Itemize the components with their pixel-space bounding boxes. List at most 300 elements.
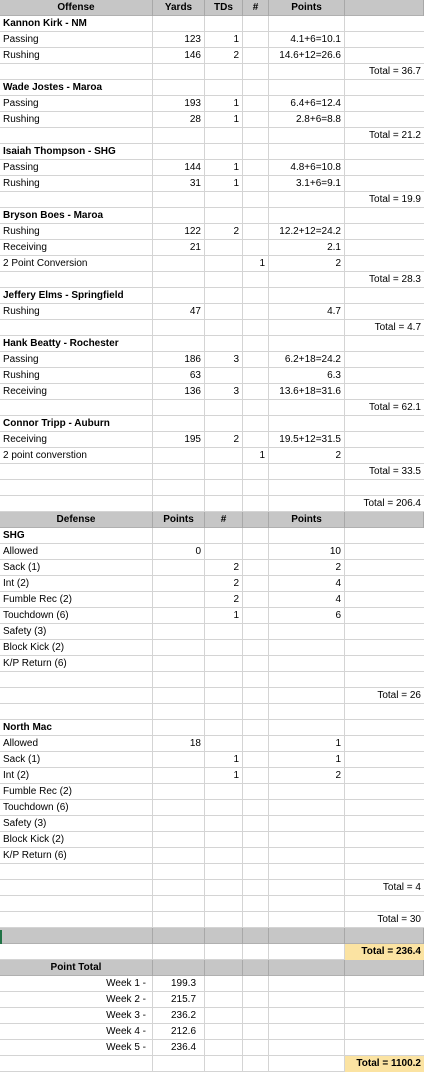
empty-cell[interactable]	[153, 928, 205, 944]
empty-cell[interactable]	[243, 640, 269, 656]
empty-cell[interactable]	[153, 496, 205, 512]
empty-cell[interactable]	[345, 576, 424, 592]
stat-yards[interactable]: 193	[153, 96, 205, 112]
empty-cell[interactable]	[243, 320, 269, 336]
empty-cell[interactable]	[205, 976, 243, 992]
defense-stat-points[interactable]: 18	[153, 736, 205, 752]
empty-cell[interactable]	[345, 672, 424, 688]
defense-stat-points[interactable]	[153, 608, 205, 624]
stat-label[interactable]: Passing	[0, 352, 153, 368]
empty-cell[interactable]	[345, 352, 424, 368]
empty-cell[interactable]	[153, 16, 205, 32]
grand-total[interactable]: Total = 1100.2	[345, 1056, 424, 1072]
stat-label[interactable]: Rushing	[0, 304, 153, 320]
empty-cell[interactable]	[345, 1024, 424, 1040]
defense-stat-count[interactable]	[205, 784, 243, 800]
stat-yards[interactable]: 21	[153, 240, 205, 256]
empty-cell[interactable]	[243, 960, 269, 976]
header-yards[interactable]: Yards	[153, 0, 205, 16]
stat-tds[interactable]	[205, 368, 243, 384]
empty-cell[interactable]	[345, 592, 424, 608]
empty-cell[interactable]	[243, 64, 269, 80]
empty-cell[interactable]	[345, 432, 424, 448]
empty-cell[interactable]	[243, 560, 269, 576]
empty-cell[interactable]	[269, 720, 345, 736]
header-offense[interactable]: Offense	[0, 0, 153, 16]
stat-tds[interactable]: 2	[205, 48, 243, 64]
empty-cell[interactable]	[243, 464, 269, 480]
stat-count[interactable]	[243, 176, 269, 192]
defense-stat-pts[interactable]: 4	[269, 576, 345, 592]
empty-cell[interactable]	[243, 144, 269, 160]
defense-stat-pts[interactable]: 10	[269, 544, 345, 560]
empty-cell[interactable]	[205, 64, 243, 80]
empty-cell[interactable]	[205, 320, 243, 336]
header-defense[interactable]: Defense	[0, 512, 153, 528]
defense-stat-pts[interactable]: 2	[269, 560, 345, 576]
stat-count[interactable]	[243, 240, 269, 256]
defense-stat-label[interactable]: Allowed	[0, 544, 153, 560]
stat-yards[interactable]: 63	[153, 368, 205, 384]
empty-cell[interactable]	[345, 112, 424, 128]
defense-stat-label[interactable]: Safety (3)	[0, 816, 153, 832]
defense-stat-label[interactable]: Fumble Rec (2)	[0, 592, 153, 608]
stat-count[interactable]	[243, 96, 269, 112]
stat-yards[interactable]: 146	[153, 48, 205, 64]
empty-cell[interactable]	[269, 1040, 345, 1056]
stat-points[interactable]: 14.6+12=26.6	[269, 48, 345, 64]
empty-cell[interactable]	[205, 928, 243, 944]
empty-cell[interactable]	[153, 288, 205, 304]
empty-cell[interactable]	[243, 656, 269, 672]
empty-cell[interactable]	[153, 192, 205, 208]
empty-cell[interactable]	[205, 1056, 243, 1072]
empty-cell[interactable]	[243, 1056, 269, 1072]
stat-points[interactable]: 6.2+18=24.2	[269, 352, 345, 368]
week-label[interactable]: Week 5 -	[0, 1040, 153, 1056]
empty-cell[interactable]	[269, 128, 345, 144]
player-name[interactable]: Bryson Boes - Maroa	[0, 208, 153, 224]
empty-cell[interactable]	[269, 688, 345, 704]
empty-cell[interactable]	[345, 928, 424, 944]
week-total[interactable]: Total = 236.4	[345, 944, 424, 960]
defense-stat-pts[interactable]	[269, 656, 345, 672]
empty-cell[interactable]	[0, 912, 153, 928]
empty-cell[interactable]	[345, 752, 424, 768]
empty-cell[interactable]	[269, 272, 345, 288]
empty-cell[interactable]	[243, 848, 269, 864]
empty-cell[interactable]	[205, 1008, 243, 1024]
defense-stat-points[interactable]	[153, 816, 205, 832]
player-total[interactable]: Total = 28.3	[369, 274, 421, 285]
stat-yards[interactable]: 122	[153, 224, 205, 240]
empty-cell[interactable]	[243, 608, 269, 624]
defense-grand-total[interactable]: Total = 30	[377, 914, 421, 925]
stat-count[interactable]	[243, 160, 269, 176]
empty-cell[interactable]	[205, 528, 243, 544]
empty-cell[interactable]	[153, 704, 205, 720]
empty-cell[interactable]	[345, 960, 424, 976]
empty-cell[interactable]	[0, 64, 153, 80]
stat-tds[interactable]: 2	[205, 224, 243, 240]
empty-cell[interactable]	[269, 64, 345, 80]
empty-cell[interactable]	[345, 224, 424, 240]
empty-cell[interactable]	[205, 416, 243, 432]
defense-stat-count[interactable]	[205, 544, 243, 560]
stat-label[interactable]: Rushing	[0, 48, 153, 64]
stat-label[interactable]: Receiving	[0, 240, 153, 256]
player-total[interactable]: Total = 62.1	[369, 402, 421, 413]
defense-stat-label[interactable]: K/P Return (6)	[0, 656, 153, 672]
empty-cell[interactable]	[243, 288, 269, 304]
empty-cell[interactable]	[243, 832, 269, 848]
defense-stat-pts[interactable]	[269, 640, 345, 656]
empty-cell[interactable]	[269, 400, 345, 416]
empty-cell[interactable]	[205, 208, 243, 224]
empty-cell[interactable]	[345, 384, 424, 400]
empty-cell[interactable]	[243, 720, 269, 736]
defense-stat-label[interactable]: Block Kick (2)	[0, 832, 153, 848]
empty-cell[interactable]	[269, 992, 345, 1008]
defense-stat-label[interactable]: Sack (1)	[0, 752, 153, 768]
empty-cell[interactable]	[269, 336, 345, 352]
defense-stat-points[interactable]	[153, 832, 205, 848]
stat-count[interactable]	[243, 368, 269, 384]
empty-cell[interactable]	[153, 688, 205, 704]
empty-cell[interactable]	[345, 848, 424, 864]
empty-cell[interactable]	[345, 896, 424, 912]
player-name[interactable]: Connor Tripp - Auburn	[0, 416, 153, 432]
defense-stat-pts[interactable]: 1	[269, 736, 345, 752]
empty-cell[interactable]	[205, 1040, 243, 1056]
defense-stat-label[interactable]: Int (2)	[0, 576, 153, 592]
empty-cell[interactable]	[345, 304, 424, 320]
empty-cell[interactable]	[153, 272, 205, 288]
stat-count[interactable]	[243, 384, 269, 400]
empty-cell[interactable]	[205, 336, 243, 352]
defense-stat-pts[interactable]	[269, 800, 345, 816]
empty-cell[interactable]	[345, 160, 424, 176]
stat-tds[interactable]: 1	[205, 176, 243, 192]
empty-cell[interactable]	[205, 144, 243, 160]
empty-cell[interactable]	[345, 368, 424, 384]
empty-cell[interactable]	[345, 288, 424, 304]
empty-cell[interactable]	[243, 416, 269, 432]
empty-cell[interactable]	[269, 944, 345, 960]
empty-cell[interactable]	[0, 672, 153, 688]
defense-stat-count[interactable]: 2	[205, 592, 243, 608]
empty-cell[interactable]	[243, 992, 269, 1008]
empty-cell[interactable]	[205, 16, 243, 32]
defense-stat-label[interactable]: K/P Return (6)	[0, 848, 153, 864]
empty-cell[interactable]	[0, 880, 153, 896]
empty-cell[interactable]	[243, 672, 269, 688]
defense-stat-count[interactable]	[205, 848, 243, 864]
defense-stat-label[interactable]: Int (2)	[0, 768, 153, 784]
defense-stat-pts[interactable]	[269, 832, 345, 848]
empty-cell[interactable]	[269, 928, 345, 944]
empty-cell[interactable]	[269, 144, 345, 160]
stat-points[interactable]: 4.8+6=10.8	[269, 160, 345, 176]
empty-cell[interactable]	[153, 912, 205, 928]
empty-cell[interactable]	[345, 0, 424, 16]
empty-cell[interactable]	[269, 288, 345, 304]
week-label[interactable]: Week 3 -	[0, 1008, 153, 1024]
empty-cell[interactable]	[243, 816, 269, 832]
empty-cell[interactable]	[153, 144, 205, 160]
empty-cell[interactable]	[0, 928, 153, 944]
empty-cell[interactable]	[345, 768, 424, 784]
empty-cell[interactable]	[269, 896, 345, 912]
empty-cell[interactable]	[205, 912, 243, 928]
defense-stat-points[interactable]	[153, 592, 205, 608]
stat-points[interactable]: 6.3	[269, 368, 345, 384]
header-def-points2[interactable]: Points	[269, 512, 345, 528]
header-def-count[interactable]: #	[205, 512, 243, 528]
empty-cell[interactable]	[243, 528, 269, 544]
header-point-total[interactable]: Point Total	[0, 960, 153, 976]
empty-cell[interactable]	[243, 864, 269, 880]
empty-cell[interactable]	[153, 208, 205, 224]
defense-stat-label[interactable]: Block Kick (2)	[0, 640, 153, 656]
empty-cell[interactable]	[153, 864, 205, 880]
defense-stat-points[interactable]	[153, 848, 205, 864]
empty-cell[interactable]	[269, 528, 345, 544]
empty-cell[interactable]	[153, 880, 205, 896]
empty-cell[interactable]	[243, 496, 269, 512]
empty-cell[interactable]	[205, 992, 243, 1008]
empty-cell[interactable]	[243, 704, 269, 720]
defense-stat-count[interactable]	[205, 832, 243, 848]
empty-cell[interactable]	[0, 704, 153, 720]
player-name[interactable]: Hank Beatty - Rochester	[0, 336, 153, 352]
week-value[interactable]: 236.2	[153, 1008, 205, 1024]
week-label[interactable]: Week 4 -	[0, 1024, 153, 1040]
empty-cell[interactable]	[153, 400, 205, 416]
stat-tds[interactable]	[205, 240, 243, 256]
empty-cell[interactable]	[243, 800, 269, 816]
stat-label[interactable]: Rushing	[0, 368, 153, 384]
stat-yards[interactable]: 47	[153, 304, 205, 320]
stat-tds[interactable]	[205, 304, 243, 320]
player-name[interactable]: Isaiah Thompson - SHG	[0, 144, 153, 160]
empty-cell[interactable]	[269, 16, 345, 32]
week-value[interactable]: 199.3	[153, 976, 205, 992]
stat-count[interactable]	[243, 432, 269, 448]
empty-cell[interactable]	[205, 944, 243, 960]
stat-label[interactable]: Receiving	[0, 384, 153, 400]
empty-cell[interactable]	[243, 944, 269, 960]
stat-points[interactable]: 12.2+12=24.2	[269, 224, 345, 240]
empty-cell[interactable]	[205, 704, 243, 720]
week-value[interactable]: 212.6	[153, 1024, 205, 1040]
empty-cell[interactable]	[243, 1008, 269, 1024]
empty-cell[interactable]	[0, 688, 153, 704]
stat-yards[interactable]: 28	[153, 112, 205, 128]
stat-label[interactable]: Passing	[0, 96, 153, 112]
empty-cell[interactable]	[205, 80, 243, 96]
empty-cell[interactable]	[243, 400, 269, 416]
stat-label[interactable]: Rushing	[0, 224, 153, 240]
empty-cell[interactable]	[243, 16, 269, 32]
stat-tds[interactable]: 1	[205, 32, 243, 48]
empty-cell[interactable]	[243, 896, 269, 912]
empty-cell[interactable]	[0, 128, 153, 144]
stat-count[interactable]: 1	[243, 448, 269, 464]
stat-yards[interactable]: 195	[153, 432, 205, 448]
empty-cell[interactable]	[345, 832, 424, 848]
empty-cell[interactable]	[0, 1056, 153, 1072]
player-total[interactable]: Total = 36.7	[369, 66, 421, 77]
empty-cell[interactable]	[269, 912, 345, 928]
empty-cell[interactable]	[153, 336, 205, 352]
empty-cell[interactable]	[205, 128, 243, 144]
defense-stat-count[interactable]	[205, 656, 243, 672]
empty-cell[interactable]	[345, 640, 424, 656]
stat-count[interactable]	[243, 304, 269, 320]
empty-cell[interactable]	[205, 272, 243, 288]
empty-cell[interactable]	[345, 176, 424, 192]
empty-cell[interactable]	[345, 240, 424, 256]
empty-cell[interactable]	[345, 720, 424, 736]
empty-cell[interactable]	[153, 128, 205, 144]
header-def-points[interactable]: Points	[153, 512, 205, 528]
stat-points[interactable]: 4.7	[269, 304, 345, 320]
empty-cell[interactable]	[0, 400, 153, 416]
empty-cell[interactable]	[243, 544, 269, 560]
empty-cell[interactable]	[153, 960, 205, 976]
empty-cell[interactable]	[345, 624, 424, 640]
defense-stat-points[interactable]	[153, 640, 205, 656]
defense-stat-points[interactable]	[153, 576, 205, 592]
stat-yards[interactable]	[153, 448, 205, 464]
empty-cell[interactable]	[269, 672, 345, 688]
empty-cell[interactable]	[345, 48, 424, 64]
stat-yards[interactable]	[153, 256, 205, 272]
empty-cell[interactable]	[153, 64, 205, 80]
empty-cell[interactable]	[0, 480, 153, 496]
empty-cell[interactable]	[0, 896, 153, 912]
empty-cell[interactable]	[243, 512, 269, 528]
empty-cell[interactable]	[0, 320, 153, 336]
empty-cell[interactable]	[345, 528, 424, 544]
defense-stat-count[interactable]	[205, 800, 243, 816]
player-name[interactable]: Kannon Kirk - NM	[0, 16, 153, 32]
empty-cell[interactable]	[269, 976, 345, 992]
stat-tds[interactable]: 3	[205, 384, 243, 400]
empty-cell[interactable]	[345, 480, 424, 496]
empty-cell[interactable]	[153, 944, 205, 960]
empty-cell[interactable]	[269, 192, 345, 208]
empty-cell[interactable]	[345, 1008, 424, 1024]
stat-points[interactable]: 2.8+6=8.8	[269, 112, 345, 128]
empty-cell[interactable]	[345, 416, 424, 432]
defense-stat-pts[interactable]	[269, 624, 345, 640]
empty-cell[interactable]	[269, 320, 345, 336]
empty-cell[interactable]	[243, 480, 269, 496]
stat-count[interactable]	[243, 32, 269, 48]
defense-stat-count[interactable]	[205, 816, 243, 832]
defense-name[interactable]: SHG	[0, 528, 153, 544]
empty-cell[interactable]	[269, 496, 345, 512]
empty-cell[interactable]	[243, 928, 269, 944]
header-points[interactable]: Points	[269, 0, 345, 16]
empty-cell[interactable]	[0, 864, 153, 880]
empty-cell[interactable]	[243, 976, 269, 992]
empty-cell[interactable]	[0, 272, 153, 288]
empty-cell[interactable]	[205, 896, 243, 912]
empty-cell[interactable]	[345, 992, 424, 1008]
empty-cell[interactable]	[205, 864, 243, 880]
empty-cell[interactable]	[243, 736, 269, 752]
defense-stat-points[interactable]	[153, 768, 205, 784]
empty-cell[interactable]	[0, 496, 153, 512]
defense-stat-pts[interactable]	[269, 784, 345, 800]
empty-cell[interactable]	[345, 784, 424, 800]
empty-cell[interactable]	[243, 768, 269, 784]
empty-cell[interactable]	[243, 576, 269, 592]
defense-stat-points[interactable]	[153, 752, 205, 768]
empty-cell[interactable]	[153, 672, 205, 688]
empty-cell[interactable]	[243, 80, 269, 96]
stat-label[interactable]: 2 point converstion	[0, 448, 153, 464]
empty-cell[interactable]	[269, 960, 345, 976]
stat-tds[interactable]: 1	[205, 112, 243, 128]
empty-cell[interactable]	[345, 704, 424, 720]
defense-stat-pts[interactable]	[269, 816, 345, 832]
empty-cell[interactable]	[345, 32, 424, 48]
empty-cell[interactable]	[345, 864, 424, 880]
player-total[interactable]: Total = 19.9	[369, 194, 421, 205]
stat-label[interactable]: 2 Point Conversion	[0, 256, 153, 272]
empty-cell[interactable]	[345, 512, 424, 528]
stat-points[interactable]: 2	[269, 448, 345, 464]
empty-cell[interactable]	[345, 736, 424, 752]
empty-cell[interactable]	[269, 464, 345, 480]
empty-cell[interactable]	[205, 192, 243, 208]
empty-cell[interactable]	[153, 80, 205, 96]
empty-cell[interactable]	[205, 464, 243, 480]
stat-tds[interactable]: 1	[205, 160, 243, 176]
defense-stat-points[interactable]	[153, 784, 205, 800]
stat-points[interactable]: 2	[269, 256, 345, 272]
empty-cell[interactable]	[345, 336, 424, 352]
empty-cell[interactable]	[345, 16, 424, 32]
empty-cell[interactable]	[243, 336, 269, 352]
offense-total[interactable]: Total = 206.4	[363, 498, 421, 509]
defense-stat-points[interactable]	[153, 560, 205, 576]
defense-stat-count[interactable]	[205, 640, 243, 656]
empty-cell[interactable]	[345, 208, 424, 224]
defense-stat-count[interactable]: 1	[205, 752, 243, 768]
empty-cell[interactable]	[243, 688, 269, 704]
header-tds[interactable]: TDs	[205, 0, 243, 16]
empty-cell[interactable]	[205, 480, 243, 496]
stat-yards[interactable]: 31	[153, 176, 205, 192]
player-name[interactable]: Wade Jostes - Maroa	[0, 80, 153, 96]
empty-cell[interactable]	[205, 496, 243, 512]
stat-yards[interactable]: 144	[153, 160, 205, 176]
empty-cell[interactable]	[345, 1040, 424, 1056]
defense-total[interactable]: Total = 4	[382, 882, 421, 893]
stat-points[interactable]: 13.6+18=31.6	[269, 384, 345, 400]
empty-cell[interactable]	[345, 448, 424, 464]
stat-label[interactable]: Passing	[0, 32, 153, 48]
empty-cell[interactable]	[345, 144, 424, 160]
stat-tds[interactable]: 1	[205, 96, 243, 112]
empty-cell[interactable]	[0, 464, 153, 480]
defense-stat-points[interactable]	[153, 624, 205, 640]
